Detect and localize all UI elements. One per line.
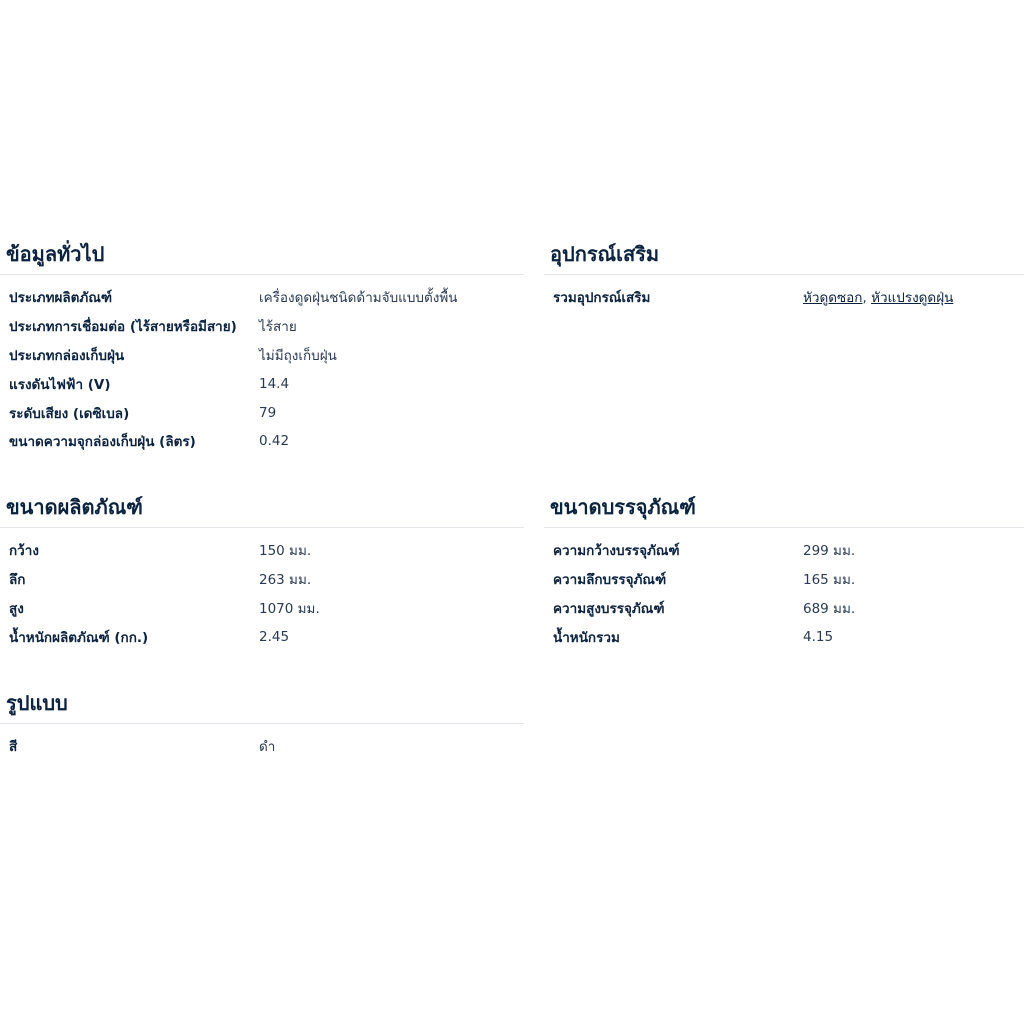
spec-row [544,565,1024,594]
spec-label: ลึก [9,572,26,589]
product-size-title: ขนาดผลิตภัณฑ์ [0,493,524,528]
spec-label: ระดับเสียง (เดซิเบล) [9,405,130,422]
general-info-title: ข้อมูลทั่วไป [0,240,524,275]
accessory-link-brush-tool[interactable]: หัวแปรงดูดฝุ่น [871,290,954,307]
spec-label: ขนาดความจุกล่องเก็บฝุ่น (ลิตร) [9,434,196,451]
spec-row [0,427,524,456]
general-info-section [0,240,524,456]
spec-label: ประเภทกล่องเก็บฝุ่น [9,347,125,364]
spec-row [544,536,1024,565]
spec-label: สูง [9,600,24,617]
spec-label: น้ำหนักผลิตภัณฑ์ (กก.) [9,629,149,646]
spec-value: 2.45 [259,628,290,645]
package-size-title: ขนาดบรรจุภัณฑ์ [544,493,1024,528]
spec-row [544,622,1024,651]
spec-row [0,594,524,623]
spec-value: 79 [259,404,277,421]
spec-value: ไร้สาย [259,319,297,336]
accessories-title: อุปกรณ์เสริม [544,240,1024,275]
style-section [0,689,524,761]
spec-value: ดำ [259,739,276,756]
spec-label: ความสูงบรรจุภัณฑ์ [553,600,665,617]
spec-value: 263 มม. [259,572,312,589]
spec-value: ไม่มีถุงเก็บฝุ่น [259,347,337,364]
package-size-section [544,493,1024,651]
spec-label: รวมอุปกรณ์เสริม [553,290,651,307]
spec-row [0,341,524,370]
spec-label: น้ำหนักรวม [553,629,620,646]
spec-value: 0.42 [259,433,290,450]
accessories-section [544,240,1024,312]
spec-label: ความลึกบรรจุภัณฑ์ [553,572,667,589]
spec-label: ประเภทผลิตภัณฑ์ [9,290,113,307]
accessories-value [803,286,953,308]
spec-value: 689 มม. [803,600,856,617]
spec-label: ประเภทการเชื่อมต่อ (ไร้สายหรือมีสาย) [9,319,237,336]
product-size-section [0,493,524,651]
accessory-link-crevice-tool[interactable]: หัวดูดซอก [803,290,863,307]
spec-label: กว้าง [9,543,39,560]
spec-row [0,565,524,594]
spec-row [544,594,1024,623]
spec-row [0,398,524,427]
spec-row [0,622,524,651]
spec-value: 1070 มม. [259,600,320,617]
spec-label: แรงดันไฟฟ้า (V) [9,376,111,393]
spec-label: สี [9,739,18,756]
spec-value: 4.15 [803,628,834,645]
spec-row [544,283,1024,312]
spec-row [0,283,524,312]
spec-row [0,369,524,398]
spec-value: 165 มม. [803,572,856,589]
spec-value: 299 มม. [803,543,856,560]
spec-row [0,536,524,565]
spec-row [0,312,524,341]
spec-row [0,732,524,761]
spec-label: ความกว้างบรรจุภัณฑ์ [553,543,680,560]
accessory-separator: , [862,290,872,307]
spec-value: 14.4 [259,375,290,392]
spec-value: 150 มม. [259,543,312,560]
style-title: รูปแบบ [0,689,524,724]
spec-value: เครื่องดูดฝุ่นชนิดด้ามจับแบบตั้งพื้น [259,290,458,307]
